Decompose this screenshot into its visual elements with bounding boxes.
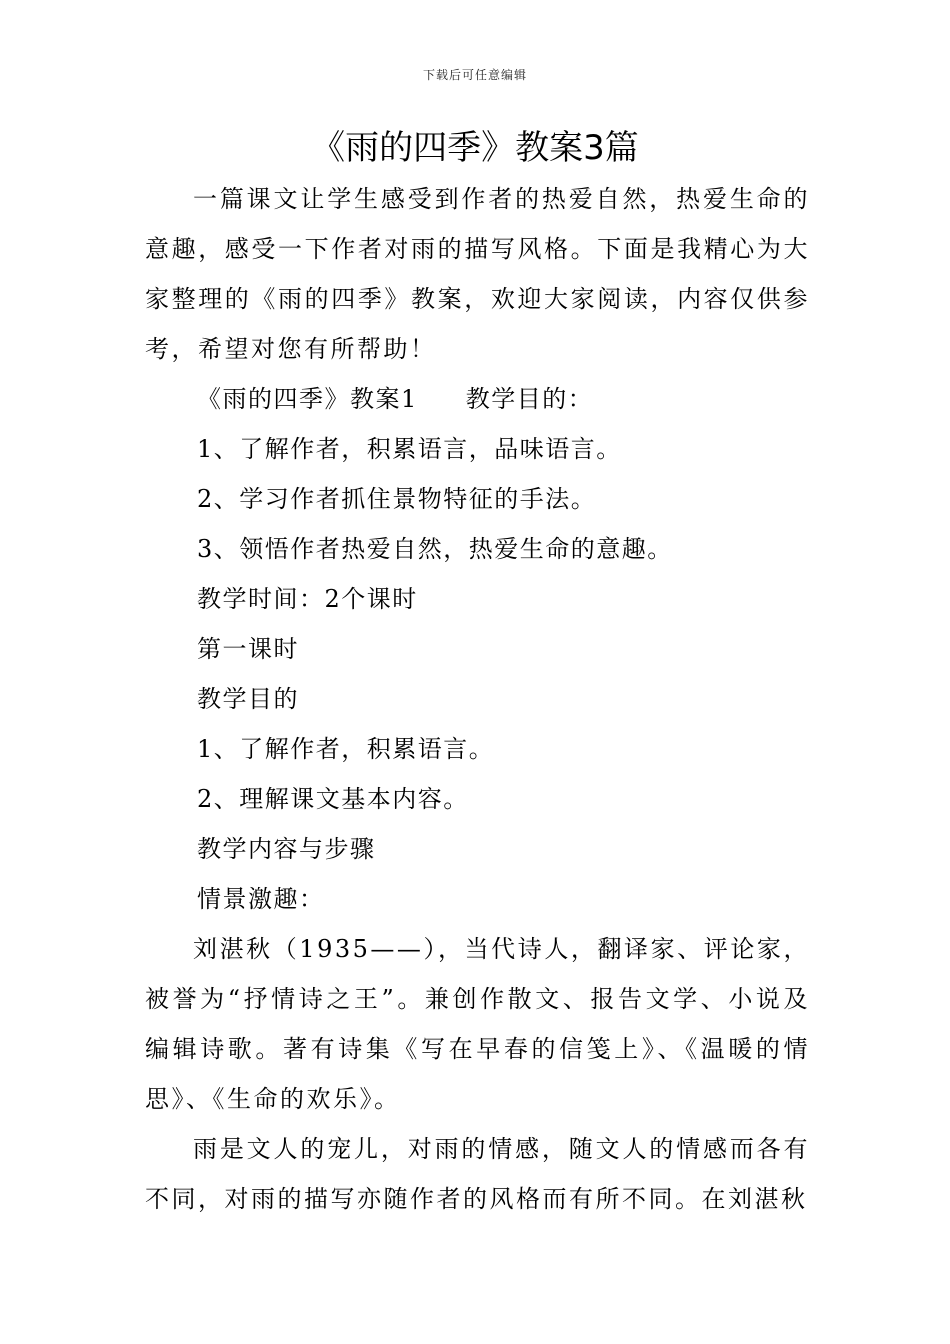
lesson-heading: 第一课时 [197, 635, 299, 663]
objectives-label: 教学目的： [465, 385, 594, 413]
author-paragraph: 刘湛秋（1935——），当代诗人，翻译家、评论家，被誉为“抒情诗之王”。兼创作散文、报告文学、小说及编辑诗歌。著有诗集《写在早春的信笺上》、《温暖的情思》、《生命的欢乐》。 [145, 935, 810, 1113]
lesson-objectives-heading: 教学目的 [197, 685, 299, 713]
document-body [145, 174, 810, 1224]
lesson-objective-item: 1、了解作者，积累语言。 [197, 735, 495, 763]
objective-item: 1、了解作者，积累语言，品味语言。 [197, 435, 622, 463]
header-note: 下载后可任意编辑 [422, 68, 527, 82]
content-steps-heading: 教学内容与步骤 [197, 835, 376, 863]
objective-item: 3、领悟作者热爱自然，热爱生命的意趣。 [197, 535, 673, 563]
objective-item: 2、学习作者抓住景物特征的手法。 [197, 485, 597, 513]
teaching-time: 教学时间：2个课时 [197, 585, 418, 613]
section-heading: 《雨的四季》教案1 [197, 385, 418, 413]
intro-activity-heading: 情景激趣： [197, 885, 325, 913]
lesson-objective-item: 2、理解课文基本内容。 [197, 785, 469, 813]
section-heading-line [145, 374, 810, 424]
intro-paragraph: 一篇课文让学生感受到作者的热爱自然，热爱生命的意趣，感受一下作者对雨的描写风格。下面是我精心为大家整理的《雨的四季》教案，欢迎大家阅读，内容仅供参考，希望对您有所帮助！ [145, 185, 810, 363]
rain-paragraph: 雨是文人的宠儿，对雨的情感，随文人的情感而各有不同，对雨的描写亦随作者的风格而有所不同。在刘湛秋 [145, 1135, 810, 1213]
document-title: 《雨的四季》教案3篇 [311, 128, 639, 168]
